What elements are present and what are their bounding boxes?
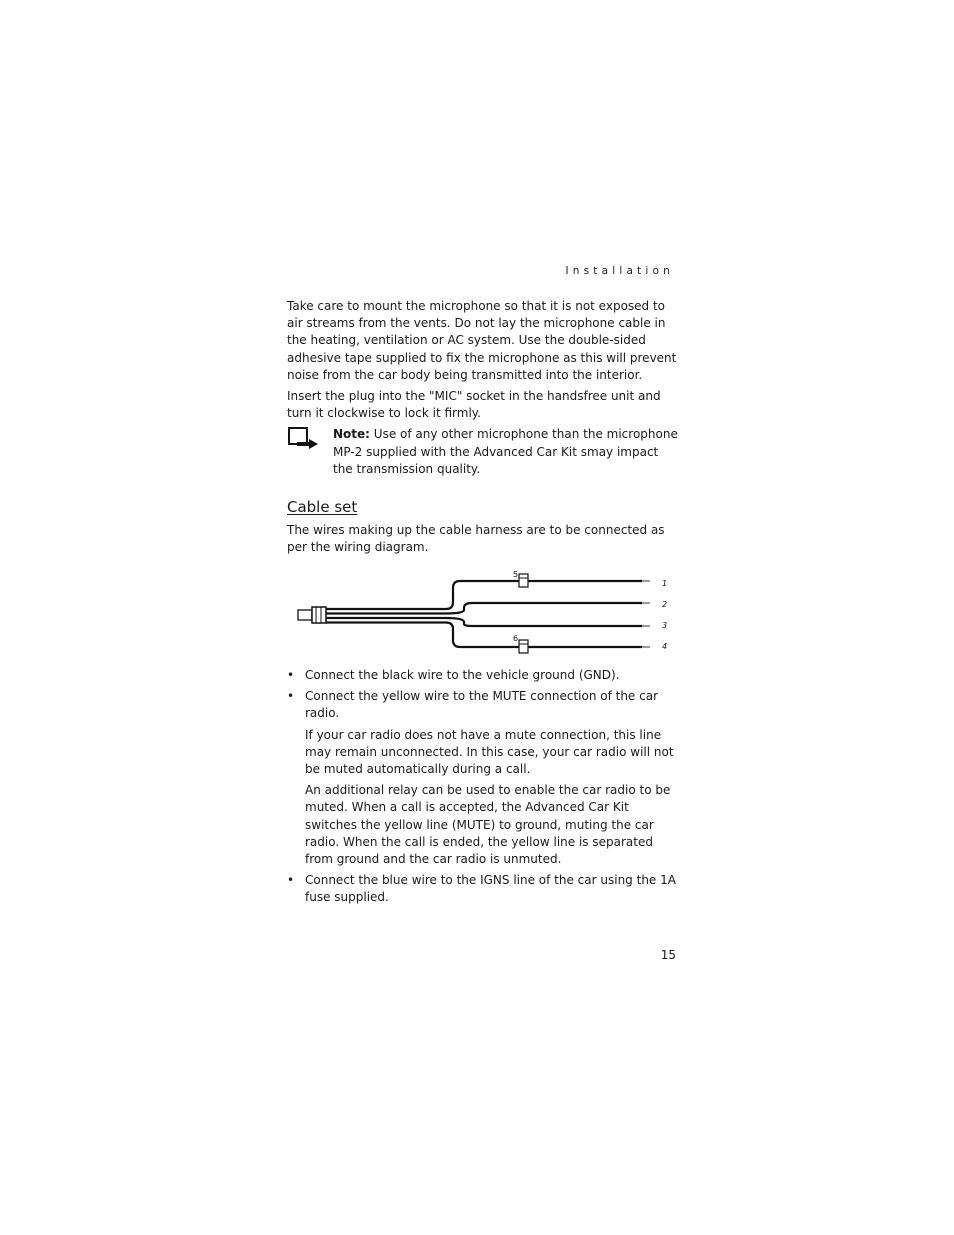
list-item (287, 872, 679, 906)
intro-paragraph-1: Take care to mount the microphone so that it is not exposed to air streams from the vents. Do not lay the microphone cable in the heating, ventilation or AC system. Use the double-sided adhesive tape supplied to fix the microphone as this will prevent noise from the car body being transmitted into the interior. (287, 299, 677, 382)
list-item-subparagraph: If your car radio does not have a mute connection, this line may remain unconnected. In this case, your car radio will not be muted automatically during a call. (305, 727, 674, 777)
intro-paragraph-2: Insert the plug into the "MIC" socket in the handsfree unit and turn it clockwise to lock it firmly. (287, 389, 661, 421)
bullet-marker: • (287, 689, 295, 704)
note-text (333, 426, 679, 478)
bullet-marker: • (287, 873, 295, 888)
fuse-5-shape (519, 574, 528, 587)
wire-label-3: 3 (662, 621, 668, 630)
note-body: Use of any other microphone than the microphone MP-2 supplied with the Advanced Car Kit smay impact the transmission quality. (333, 427, 678, 476)
fuse-label-6: 6 (513, 634, 519, 643)
wire-label-1: 1 (662, 579, 668, 588)
running-header: Installation (565, 265, 674, 277)
page-number: 15 (660, 948, 676, 962)
list-item-subparagraph: An additional relay can be used to enable the car radio to be muted. When a call is accepted, the Advanced Car Kit switches the yellow line (MUTE) to ground, muting the car radio. When the call is ended, the yellow line is separated from ground and the car radio is unmuted. (305, 783, 671, 867)
cable-set-description: The wires making up the cable harness are to be connected as per the wiring diagram. (287, 523, 665, 555)
connector-plug-shape (298, 610, 312, 620)
wiring-diagram (296, 568, 676, 658)
main-content (287, 298, 679, 560)
wire-2 (446, 603, 642, 614)
cable-bundle (326, 609, 446, 623)
wire-label-2: 2 (662, 600, 668, 609)
note-hand-icon (287, 426, 333, 478)
list-item-text: Connect the blue wire to the IGNS line of the car using the 1A fuse supplied. (305, 873, 676, 905)
fuse-label-5: 5 (513, 570, 519, 579)
fuse-6-shape (519, 640, 528, 653)
bullet-marker: • (287, 668, 295, 682)
section-heading-cable-set: Cable set (287, 498, 358, 517)
connector-body-shape (312, 607, 326, 623)
wire-3 (446, 618, 642, 626)
list-item (287, 667, 679, 684)
note-label: Note: (333, 427, 370, 442)
instruction-list (287, 667, 679, 911)
note-box (287, 426, 679, 478)
list-item-text: Connect the black wire to the vehicle ground (GND). (305, 668, 620, 682)
list-item-text: Connect the yellow wire to the MUTE connection of the car radio. (305, 689, 659, 721)
wire-1 (446, 581, 642, 609)
list-item (287, 688, 679, 722)
wire-label-4: 4 (662, 642, 668, 651)
